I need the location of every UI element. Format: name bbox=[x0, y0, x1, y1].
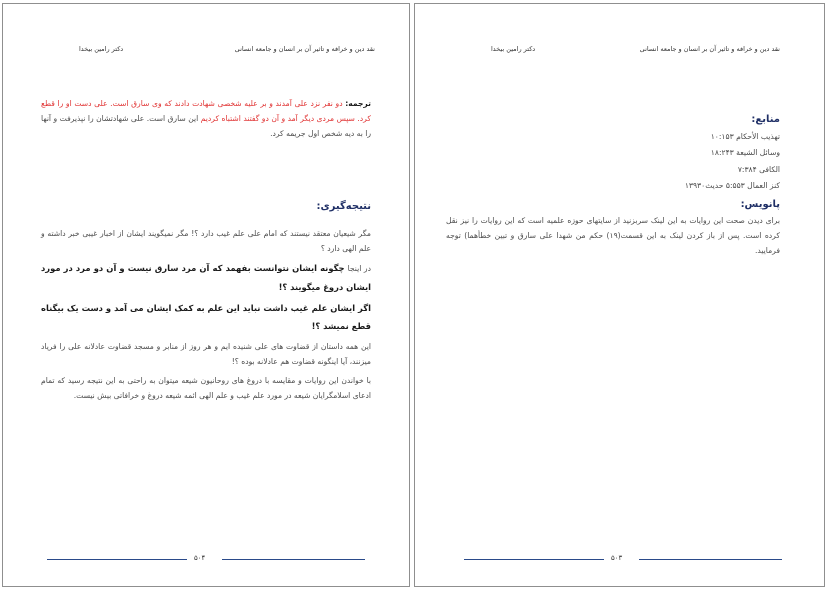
source-item: تهذیب الأحکام ۱۰:۱۵۳ bbox=[710, 131, 780, 141]
running-head bbox=[3, 45, 409, 59]
translation-paragraph bbox=[41, 96, 371, 141]
conclusion-para-2 bbox=[41, 259, 371, 296]
running-head-author: دکتر رامین بیخدا bbox=[79, 45, 124, 53]
footer-rule-right bbox=[222, 559, 365, 560]
running-head-author: دکتر رامین بیخدا bbox=[491, 45, 536, 53]
right-page bbox=[414, 3, 825, 587]
left-footer bbox=[3, 555, 409, 565]
footnote-heading: پانویس: bbox=[740, 198, 780, 210]
running-head-title: نقد دین و خرافه و تاثیر آن بر انسان و جامعه انسانی bbox=[234, 45, 375, 53]
right-footer bbox=[415, 555, 824, 565]
para2-lead: در اینجا bbox=[347, 264, 371, 273]
left-page-content bbox=[41, 96, 371, 403]
left-page bbox=[2, 3, 410, 587]
footer-rule-left bbox=[47, 559, 187, 560]
conclusion-para-3: اگر ایشان علم غیب داشت نباید این علم به کمک ایشان می آمد و دست یک بیگناه قطع نمیشد ؟! bbox=[41, 303, 371, 331]
conclusion-para-4: این همه داستان از قضاوت های علی شنیده ایم و هر روز از منابر و مسجد قضاوت عادلانه علی را فریاد میزنند، آیا اینگونه قضاوت هم عادلانه بوده ؟! bbox=[41, 342, 371, 366]
conclusion-para-1: مگر شیعیان معتقد نیستند که امام علی علم غیب دارد ؟! مگر نمیگویند ایشان از اخبار غیبی خبر داشته و علم الهی دارد ؟ bbox=[41, 229, 371, 253]
page-number: ۵۰۳ bbox=[611, 554, 623, 562]
right-page-content bbox=[446, 112, 780, 258]
translation-red-text: دو نفر نزد علی آمدند و بر علیه شخصی شهادت دادند که وی سارق است. علی دست او را قطع کرد. سپس مردی دیگر آمد و آن دو گفتند اشتباه کردیم bbox=[41, 99, 371, 123]
sources-heading: منابع: bbox=[751, 114, 780, 125]
translation-rest-text: این سارق است. علی شهادتشان را نپذیرفت و آنها را به دیه شخص اول جریمه کرد. bbox=[41, 114, 371, 138]
translation-label: ترجمه: bbox=[345, 99, 371, 108]
page-number: ۵۰۴ bbox=[194, 554, 206, 562]
source-item: الکافی ۷:۳۸۴ bbox=[737, 164, 780, 174]
sources-list bbox=[446, 129, 780, 195]
source-item: وسائل الشیعة ۱۸:۲۴۳ bbox=[710, 148, 780, 157]
para2-bold: چگونه ایشان نتوانست بفهمد که آن مرد سارق نیست و آن دو مرد در مورد ایشان دروغ میگویند ؟! bbox=[41, 263, 371, 292]
footnote-text: برای دیدن صحت این روایات به این لینک سربزنید از سایتهای حوزه علمیه است که این روایات را نیز نقل کرده است. پس از باز کردن لینک به این قسمت(۱۹) حکم من شهدا علی سارق و تبین خطأهما) توجه فرمایید. bbox=[446, 216, 780, 255]
source-item: کنز العمال ۵:۵۵۳ حدیث۱۳۹۳۰ bbox=[684, 181, 780, 190]
conclusion-heading: نتیجه‌گیری: bbox=[316, 201, 371, 212]
running-head-title: نقد دین و خرافه و تاثیر آن بر انسان و جامعه انسانی bbox=[639, 45, 780, 53]
footer-rule-left bbox=[464, 559, 604, 560]
conclusion-para-5: با خواندن این روایات و مقایسه با دروغ های روحانیون شیعه میتوان به راحتی به این نتیجه رسید که تمام ادعای اسلامگرایان شیعه در مورد علم غیب و علم الهی ائمه شیعه دروغ و خرافاتی بیش نیست. bbox=[41, 376, 371, 400]
footer-rule-right bbox=[639, 559, 782, 560]
running-head bbox=[415, 45, 824, 59]
